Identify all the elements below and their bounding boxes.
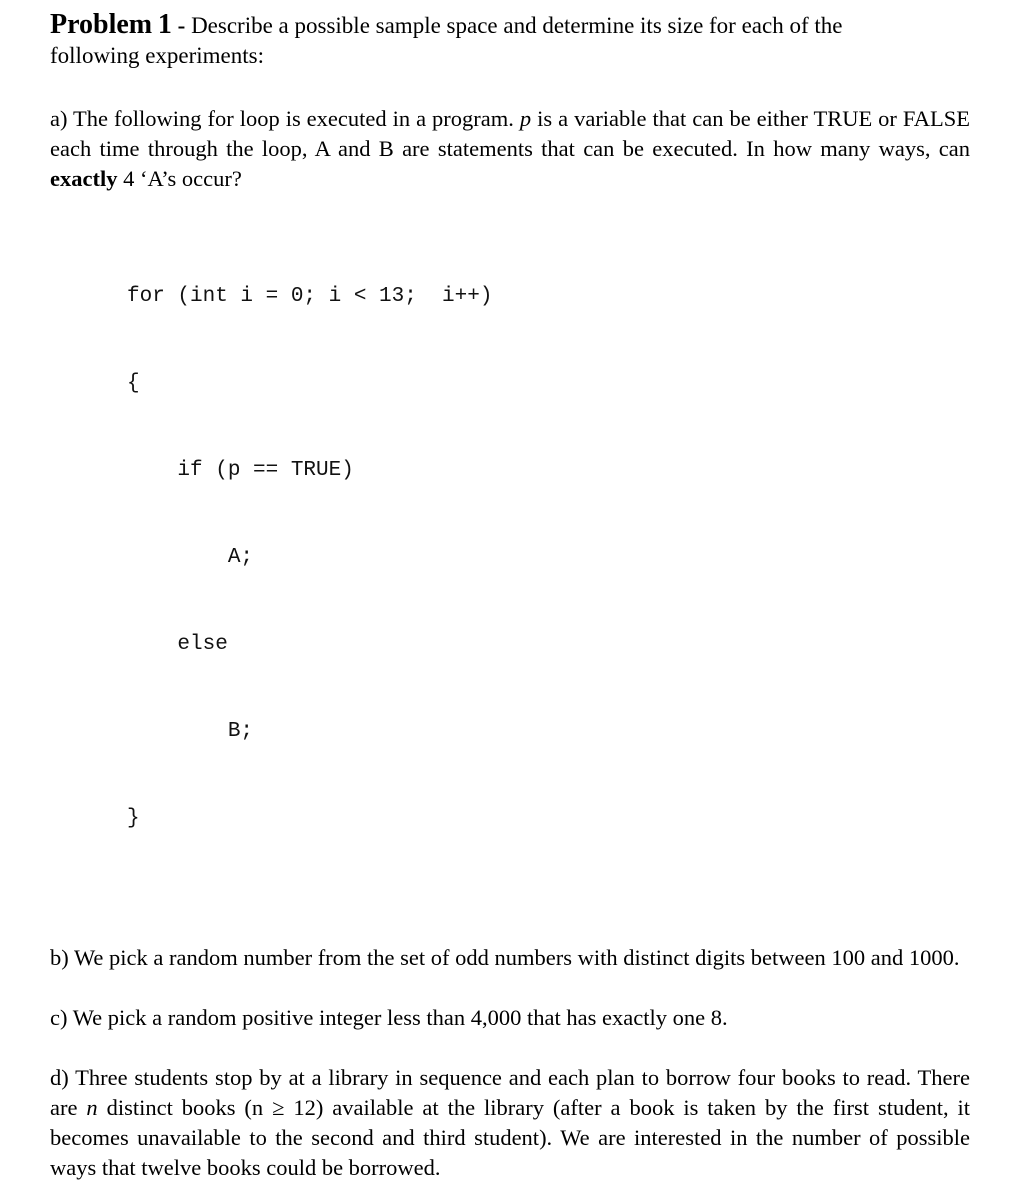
- code-line: else: [127, 633, 228, 656]
- variable-n: n: [86, 1095, 98, 1120]
- code-line: A;: [127, 546, 254, 569]
- code-block: [127, 224, 970, 891]
- problem-header: [50, 10, 970, 71]
- variable-p: p: [519, 106, 532, 131]
- part-b-text: b) We pick a random number from the set of odd numbers with distinct digits between 100 and 1000.: [50, 945, 960, 970]
- part-c-text: c) We pick a random positive integer less than 4,000 that has exactly one 8.: [50, 1005, 728, 1030]
- problem-label: Problem: [50, 9, 153, 40]
- code-line: B;: [127, 720, 254, 743]
- problem-number: 1: [157, 9, 172, 40]
- problem-intro-line1: Describe a possible sample space and determine its size for each of the: [191, 13, 843, 38]
- code-line: for (int i = 0; i < 13; i++): [127, 285, 493, 308]
- problem-intro-line2: following experiments:: [50, 43, 264, 68]
- code-line: }: [127, 807, 140, 830]
- part-d-text-1: d) Three students stop by at a library in sequence and each plan to borrow four books to read. There are: [50, 1065, 970, 1120]
- problem-separator: -: [177, 13, 186, 38]
- part-d-text: [50, 1063, 970, 1183]
- part-a-text-1: a) The following for loop is executed in a program.: [50, 106, 520, 131]
- part-d-text-2: distinct books (n ≥ 12) available at the library (after a book is taken by the first student, it becomes unavailable to the second and third student). We are interested in the number of possible ways that twelve books could be borrowed.: [50, 1095, 971, 1180]
- part-a-text-3: 4 ‘A’s occur?: [117, 166, 242, 191]
- emphasis-exactly: exactly: [50, 166, 118, 191]
- part-a-text-2: is a variable that can be either TRUE or FALSE each time through the loop, A and B are statements that can be executed. In how many ways, can: [50, 106, 970, 161]
- part-a-text: [50, 104, 970, 194]
- code-line: if (p == TRUE): [127, 459, 354, 482]
- code-line: {: [127, 372, 140, 395]
- problem-document: [50, 10, 970, 1183]
